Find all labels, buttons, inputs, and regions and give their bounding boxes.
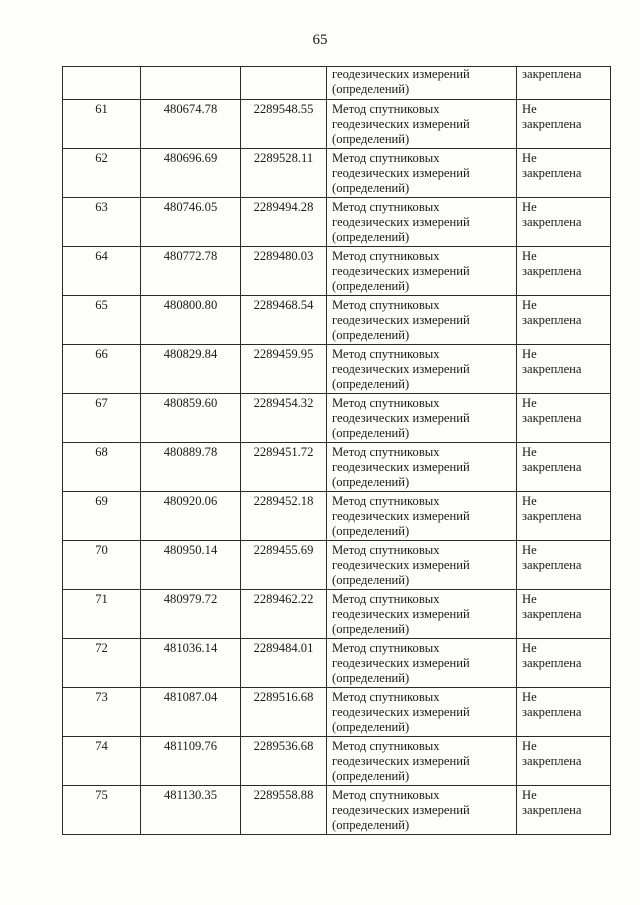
cell-method — [327, 296, 517, 345]
cell-point-number: 69 — [63, 492, 141, 541]
cell-y-coordinate: 2289516.68 — [241, 688, 327, 737]
method-line: Метод спутниковых — [332, 592, 440, 606]
cell-point-number: 65 — [63, 296, 141, 345]
cell-x-coordinate: 481130.35 — [141, 786, 241, 835]
cell-y-coordinate: 2289494.28 — [241, 198, 327, 247]
cell-fixation — [517, 737, 611, 786]
method-line: геодезических измерений — [332, 705, 470, 719]
fixation-line: Не — [522, 249, 537, 263]
page-number: 65 — [312, 32, 328, 48]
fixation-line: закреплена — [522, 411, 582, 425]
method-line: Метод спутниковых — [332, 102, 440, 116]
method-line: (определений) — [332, 622, 410, 636]
method-line: геодезических измерений — [332, 656, 470, 670]
cell-point-number: 67 — [63, 394, 141, 443]
cell-method — [327, 67, 517, 100]
fixation-line: Не — [522, 641, 537, 655]
method-line: Метод спутниковых — [332, 396, 440, 410]
table-row — [63, 149, 611, 198]
cell-fixation — [517, 100, 611, 149]
cell-fixation — [517, 149, 611, 198]
method-line: (определений) — [332, 82, 410, 96]
method-line: геодезических измерений — [332, 411, 470, 425]
method-line: Метод спутниковых — [332, 445, 440, 459]
cell-method — [327, 247, 517, 296]
cell-fixation — [517, 67, 611, 100]
coordinates-table-body — [63, 67, 611, 835]
cell-method — [327, 149, 517, 198]
cell-y-coordinate: 2289536.68 — [241, 737, 327, 786]
method-line: Метод спутниковых — [332, 200, 440, 214]
method-line: (определений) — [332, 132, 410, 146]
cell-point-number: 72 — [63, 639, 141, 688]
cell-x-coordinate: 480979.72 — [141, 590, 241, 639]
fixation-line: Не — [522, 592, 537, 606]
cell-method — [327, 639, 517, 688]
table-row — [63, 100, 611, 149]
cell-x-coordinate: 480859.60 — [141, 394, 241, 443]
cell-point-number: 62 — [63, 149, 141, 198]
cell-fixation — [517, 590, 611, 639]
cell-method — [327, 100, 517, 149]
cell-point-number: 75 — [63, 786, 141, 835]
fixation-line: закреплена — [522, 313, 582, 327]
cell-fixation — [517, 443, 611, 492]
cell-point-number: 64 — [63, 247, 141, 296]
cell-method — [327, 541, 517, 590]
cell-x-coordinate: 480800.80 — [141, 296, 241, 345]
cell-point-number: 73 — [63, 688, 141, 737]
method-line: (определений) — [332, 230, 410, 244]
fixation-line: закреплена — [522, 607, 582, 621]
cell-point-number: 74 — [63, 737, 141, 786]
method-line: (определений) — [332, 720, 410, 734]
table-row — [63, 786, 611, 835]
cell-method — [327, 394, 517, 443]
fixation-line: Не — [522, 102, 537, 116]
method-line: Метод спутниковых — [332, 543, 440, 557]
cell-y-coordinate — [241, 67, 327, 100]
fixation-line: Не — [522, 739, 537, 753]
method-line: геодезических измерений — [332, 166, 470, 180]
cell-method — [327, 590, 517, 639]
cell-y-coordinate: 2289484.01 — [241, 639, 327, 688]
fixation-line: закреплена — [522, 362, 582, 376]
cell-method — [327, 688, 517, 737]
cell-fixation — [517, 345, 611, 394]
method-line: (определений) — [332, 818, 410, 832]
cell-method — [327, 443, 517, 492]
cell-fixation — [517, 492, 611, 541]
cell-y-coordinate: 2289462.22 — [241, 590, 327, 639]
method-line: (определений) — [332, 377, 410, 391]
cell-y-coordinate: 2289558.88 — [241, 786, 327, 835]
method-line: Метод спутниковых — [332, 788, 440, 802]
cell-y-coordinate: 2289452.18 — [241, 492, 327, 541]
method-line: геодезических измерений — [332, 509, 470, 523]
method-line: Метод спутниковых — [332, 151, 440, 165]
fixation-line: Не — [522, 690, 537, 704]
fixation-line: Не — [522, 494, 537, 508]
fixation-line: закреплена — [522, 215, 582, 229]
fixation-line: закреплена — [522, 656, 582, 670]
cell-point-number: 61 — [63, 100, 141, 149]
method-line: геодезических измерений — [332, 607, 470, 621]
table-row — [63, 198, 611, 247]
fixation-line: закреплена — [522, 509, 582, 523]
cell-fixation — [517, 247, 611, 296]
cell-x-coordinate: 480696.69 — [141, 149, 241, 198]
cell-point-number: 68 — [63, 443, 141, 492]
fixation-line: Не — [522, 151, 537, 165]
method-line: геодезических измерений — [332, 313, 470, 327]
method-line: Метод спутниковых — [332, 298, 440, 312]
table-row — [63, 541, 611, 590]
method-line: Метод спутниковых — [332, 249, 440, 263]
cell-point-number: 63 — [63, 198, 141, 247]
method-line: геодезических измерений — [332, 117, 470, 131]
fixation-line: Не — [522, 200, 537, 214]
method-line: геодезических измерений — [332, 67, 470, 81]
table-row — [63, 590, 611, 639]
table-row — [63, 688, 611, 737]
cell-fixation — [517, 198, 611, 247]
method-line: (определений) — [332, 475, 410, 489]
method-line: (определений) — [332, 328, 410, 342]
table-row — [63, 443, 611, 492]
cell-method — [327, 345, 517, 394]
method-line: (определений) — [332, 279, 410, 293]
fixation-line: закреплена — [522, 264, 582, 278]
cell-x-coordinate: 481087.04 — [141, 688, 241, 737]
cell-y-coordinate: 2289468.54 — [241, 296, 327, 345]
cell-y-coordinate: 2289480.03 — [241, 247, 327, 296]
fixation-line: закреплена — [522, 705, 582, 719]
cell-fixation — [517, 296, 611, 345]
method-line: геодезических измерений — [332, 215, 470, 229]
cell-y-coordinate: 2289455.69 — [241, 541, 327, 590]
table-row-continued — [63, 67, 611, 100]
method-line: (определений) — [332, 671, 410, 685]
cell-x-coordinate: 480950.14 — [141, 541, 241, 590]
table-row — [63, 394, 611, 443]
method-line: (определений) — [332, 181, 410, 195]
method-line: геодезических измерений — [332, 558, 470, 572]
cell-y-coordinate: 2289548.55 — [241, 100, 327, 149]
fixation-line: закреплена — [522, 754, 582, 768]
cell-y-coordinate: 2289454.32 — [241, 394, 327, 443]
cell-x-coordinate: 480920.06 — [141, 492, 241, 541]
method-line: (определений) — [332, 524, 410, 538]
method-line: (определений) — [332, 769, 410, 783]
method-line: геодезических измерений — [332, 460, 470, 474]
method-line: (определений) — [332, 573, 410, 587]
method-line: Метод спутниковых — [332, 494, 440, 508]
method-line: Метод спутниковых — [332, 739, 440, 753]
method-line: геодезических измерений — [332, 754, 470, 768]
cell-fixation — [517, 688, 611, 737]
fixation-line: Не — [522, 788, 537, 802]
cell-x-coordinate: 480829.84 — [141, 345, 241, 394]
fixation-line: закреплена — [522, 166, 582, 180]
table-row — [63, 296, 611, 345]
cell-point-number — [63, 67, 141, 100]
cell-fixation — [517, 394, 611, 443]
cell-x-coordinate: 480674.78 — [141, 100, 241, 149]
fixation-line: закреплена — [522, 117, 582, 131]
cell-x-coordinate — [141, 67, 241, 100]
cell-x-coordinate: 480772.78 — [141, 247, 241, 296]
table-row — [63, 345, 611, 394]
method-line: геодезических измерений — [332, 264, 470, 278]
cell-y-coordinate: 2289459.95 — [241, 345, 327, 394]
cell-point-number: 70 — [63, 541, 141, 590]
cell-method — [327, 737, 517, 786]
cell-method — [327, 198, 517, 247]
cell-method — [327, 492, 517, 541]
fixation-line: Не — [522, 445, 537, 459]
fixation-line: закреплена — [522, 460, 582, 474]
method-line: геодезических измерений — [332, 803, 470, 817]
fixation-line: Не — [522, 396, 537, 410]
cell-x-coordinate: 481036.14 — [141, 639, 241, 688]
method-line: Метод спутниковых — [332, 347, 440, 361]
cell-point-number: 71 — [63, 590, 141, 639]
cell-fixation — [517, 639, 611, 688]
method-line: Метод спутниковых — [332, 690, 440, 704]
fixation-line: Не — [522, 347, 537, 361]
cell-method — [327, 786, 517, 835]
table-row — [63, 247, 611, 296]
fixation-line: закреплена — [522, 67, 582, 81]
fixation-line: Не — [522, 543, 537, 557]
method-line: геодезических измерений — [332, 362, 470, 376]
cell-y-coordinate: 2289451.72 — [241, 443, 327, 492]
method-line: Метод спутниковых — [332, 641, 440, 655]
cell-x-coordinate: 480889.78 — [141, 443, 241, 492]
coordinates-table — [62, 66, 611, 835]
fixation-line: закреплена — [522, 558, 582, 572]
fixation-line: Не — [522, 298, 537, 312]
table-row — [63, 492, 611, 541]
cell-fixation — [517, 786, 611, 835]
cell-fixation — [517, 541, 611, 590]
cell-x-coordinate: 480746.05 — [141, 198, 241, 247]
fixation-line: закреплена — [522, 803, 582, 817]
cell-x-coordinate: 481109.76 — [141, 737, 241, 786]
table-row — [63, 639, 611, 688]
method-line: (определений) — [332, 426, 410, 440]
cell-y-coordinate: 2289528.11 — [241, 149, 327, 198]
cell-point-number: 66 — [63, 345, 141, 394]
table-row — [63, 737, 611, 786]
